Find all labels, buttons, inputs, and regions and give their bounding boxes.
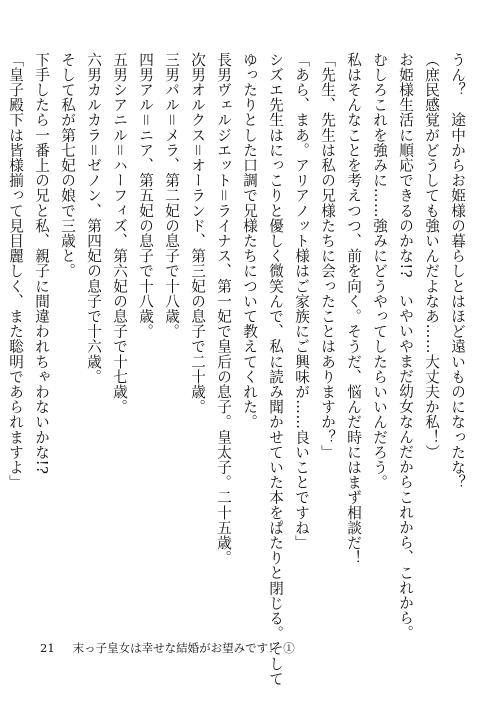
text-line: 私はそんなことを考えつつ、前を向く。そうだ、悩んだ時にはまず相談だ！ bbox=[345, 52, 362, 566]
text-line: 六男カルカラ＝ゼノン、第四妃の息子で十六歳。 bbox=[85, 52, 102, 385]
text-line: そして私が第七妃の娘で三歳と。 bbox=[59, 52, 76, 279]
page-number: 21 bbox=[40, 641, 55, 655]
text-line: 五男シアニル＝ハーフィズ、第六妃の息子で十七歳。 bbox=[111, 52, 128, 415]
text-line: お姫様生活に順応できるのかな!? いやいやまだ幼女なんだからこれから、これから。 bbox=[397, 52, 414, 641]
text-line: 下手したら一番上の兄と私、親子に間違われちゃわないかな!? bbox=[33, 52, 50, 475]
running-title: 末っ子皇女は幸せな結婚がお望みです！ ① bbox=[72, 641, 295, 655]
text-line: 「あら、まあ。アリアノット様はご家族にご興味が……良いことですね」 bbox=[293, 52, 310, 551]
text-line: 四男アル＝ニア、第五妃の息子で十八歳。 bbox=[137, 52, 154, 339]
page-footer bbox=[40, 640, 295, 656]
text-line: むしろこれを強みに……強みにどうやってしたらいいんだろう。 bbox=[371, 52, 388, 490]
text-line: 長男ヴェルジエット＝ライナス、第一妃で皇后の息子。皇太子。二十五歳。 bbox=[215, 52, 232, 566]
text-line: 三男パル＝メラ、第二妃の息子で十八歳。 bbox=[163, 52, 180, 339]
text-line: （庶民感覚がどうしても強いんだよなあ……大丈夫か私！） bbox=[423, 52, 440, 460]
text-line: 「皇子殿下は皆様揃って見目麗しく、また聡明であられますよ」 bbox=[7, 52, 24, 490]
text-line: ゆったりとした口調で兄様たちについて教えてくれた。 bbox=[241, 52, 258, 430]
text-line: 「先生、先生は私の兄様たちに会ったことはありますか？」 bbox=[319, 52, 336, 460]
text-line: うん？ 途中からお姫様の暮らしとはほど遠いものになったな？ bbox=[449, 52, 466, 490]
text-line: シズエ先生はにっこりと優しく微笑んで、私に読み聞かせていた本をぱたりと閉じる。そして bbox=[267, 52, 284, 687]
text-line: 次男オルクス＝オーランド、第三妃の息子で二十歳。 bbox=[189, 52, 206, 415]
